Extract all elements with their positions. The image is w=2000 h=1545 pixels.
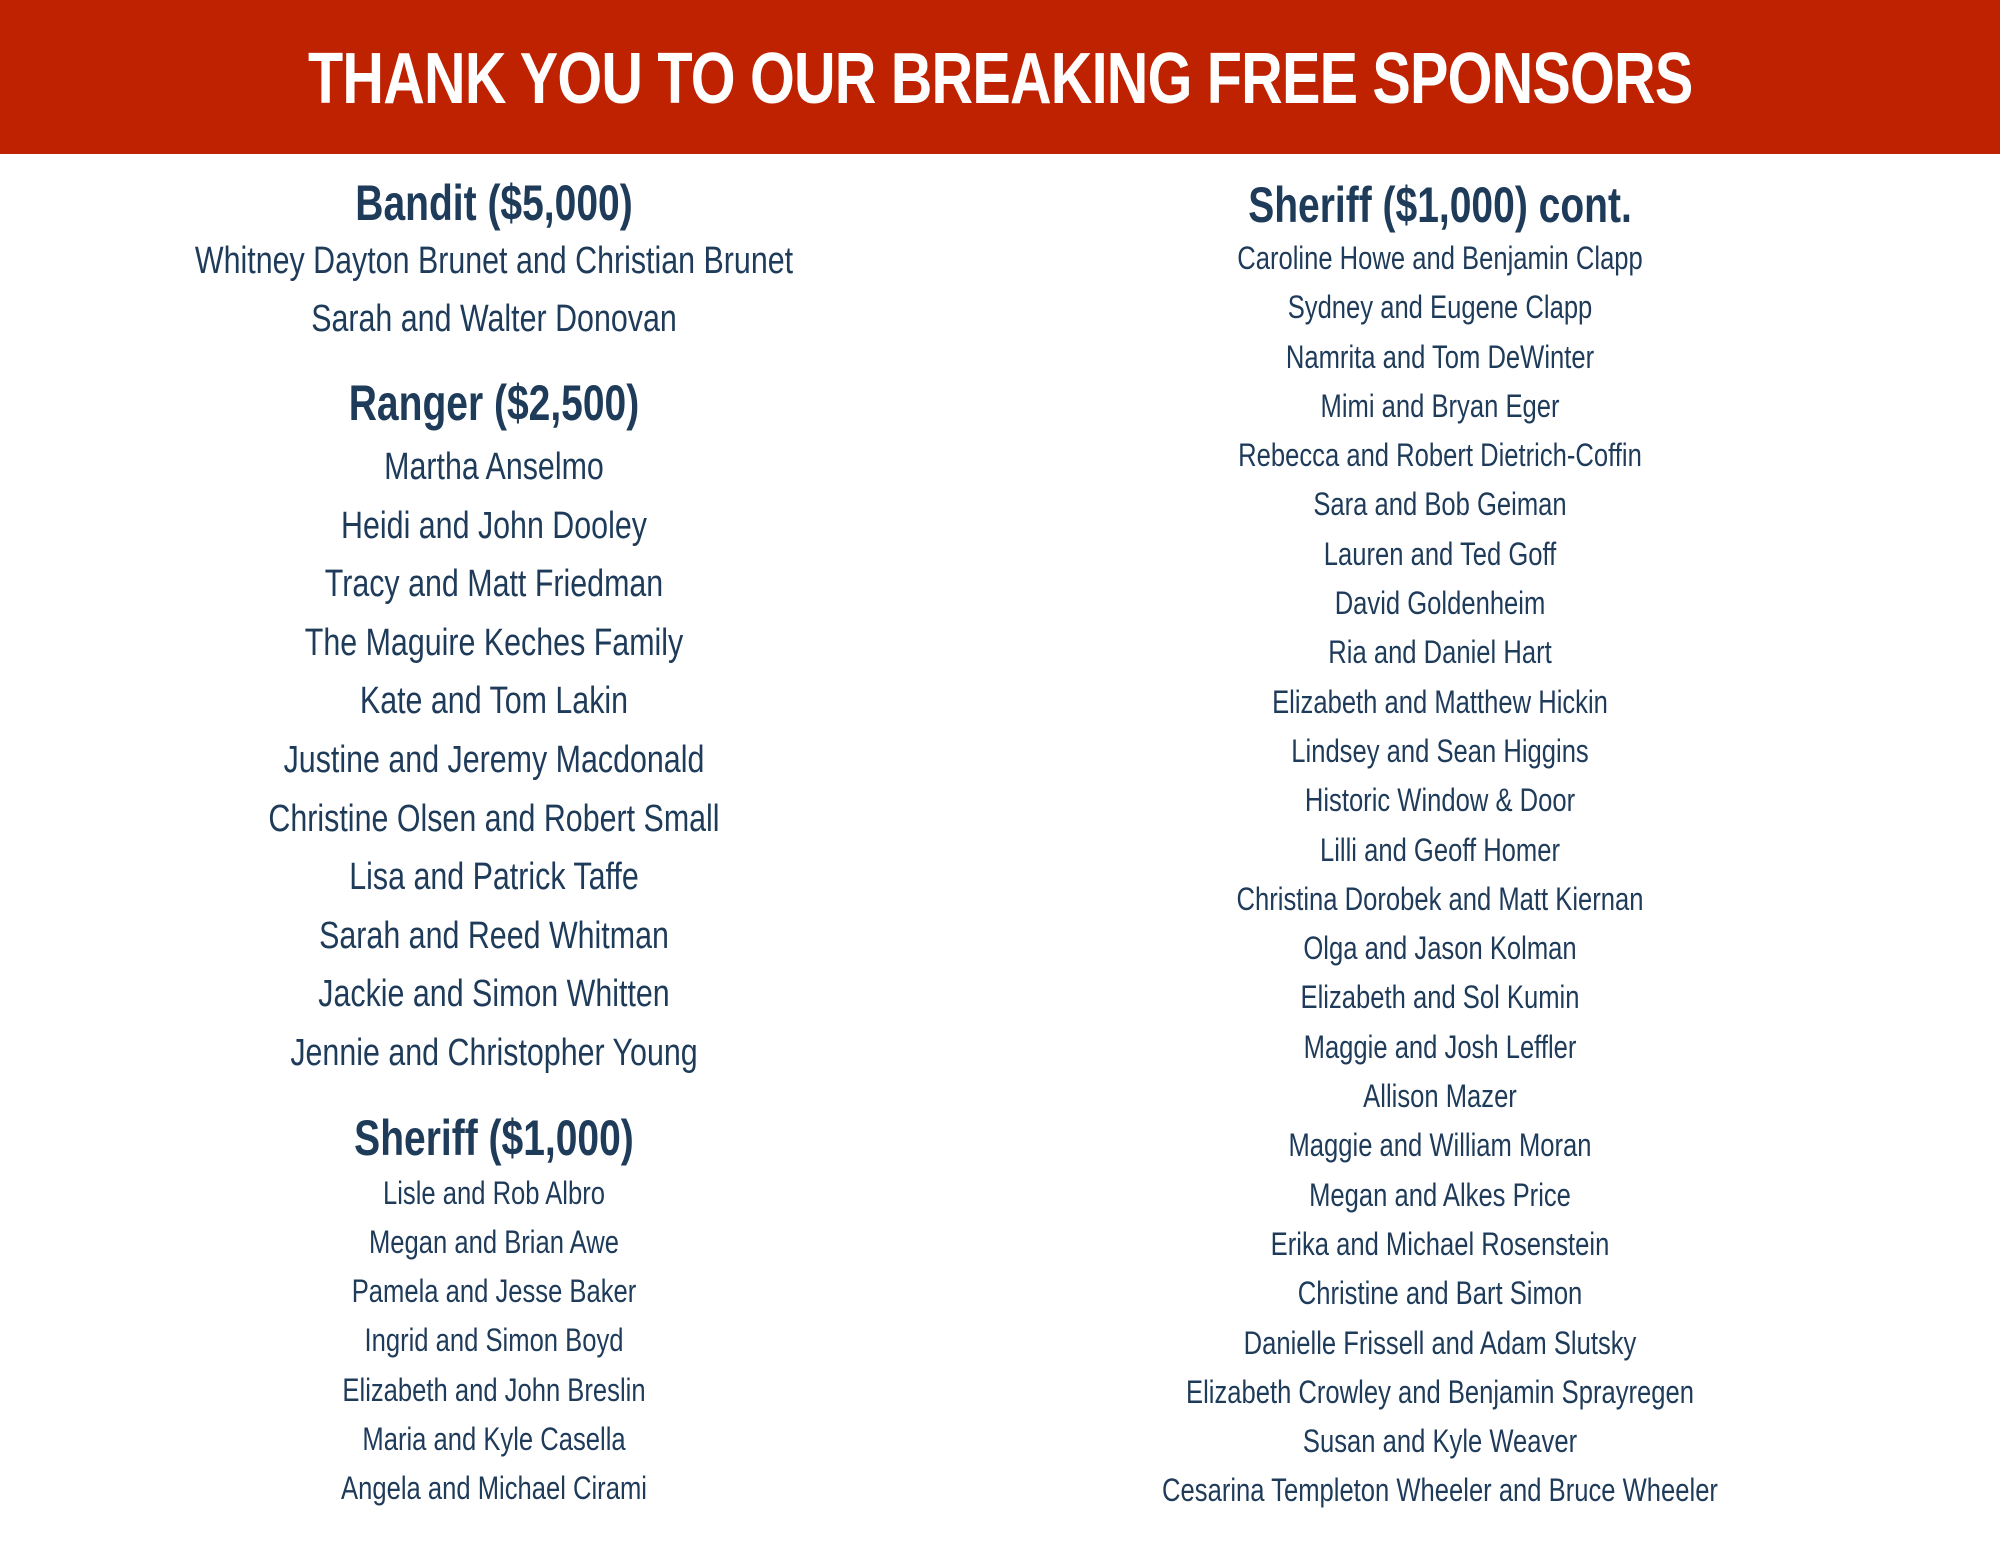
sponsor-name: Namrita and Tom DeWinter — [1285, 338, 1595, 375]
sponsor-name: Christine and Bart Simon — [1297, 1275, 1583, 1312]
tier-heading-bandit: Bandit ($5,000) — [355, 175, 633, 231]
sponsor-name: Sara and Bob Geiman — [1313, 486, 1567, 523]
sponsor-name: Erika and Michael Rosenstein — [1270, 1225, 1610, 1262]
bandit-sponsor-list — [0, 232, 988, 348]
sponsor-name: Lilli and Geoff Homer — [1320, 831, 1560, 868]
sponsor-name: Olga and Jason Kolman — [1303, 930, 1577, 967]
sponsor-name: Lisa and Patrick Taffe — [349, 856, 639, 899]
sponsor-name: Danielle Frissell and Adam Slutsky — [1243, 1324, 1637, 1361]
sponsor-name: Ria and Daniel Hart — [1328, 634, 1552, 671]
sponsor-name: Christine Olsen and Robert Small — [268, 797, 720, 840]
sponsor-name: Maggie and Josh Leffler — [1303, 1028, 1577, 1065]
right-column — [1040, 154, 1840, 1516]
sponsor-name: Angela and Michael Cirami — [341, 1470, 647, 1507]
sponsor-name: Whitney Dayton Brunet and Christian Brunet — [194, 240, 794, 282]
sponsor-name: Christina Dorobek and Matt Kiernan — [1236, 880, 1644, 917]
sponsor-name: Mimi and Bryan Eger — [1320, 387, 1560, 424]
sponsor-name: Martha Anselmo — [384, 446, 604, 488]
sponsor-name: Cesarina Templeton Wheeler and Bruce Wheeler — [1162, 1472, 1718, 1509]
sponsor-name: Sydney and Eugene Clapp — [1287, 289, 1593, 326]
sponsor-name: Elizabeth and John Breslin — [342, 1371, 646, 1408]
sponsor-name: Jackie and Simon Whitten — [318, 973, 670, 1016]
header-banner — [0, 0, 2000, 154]
sponsor-name: Pamela and Jesse Baker — [351, 1273, 637, 1310]
sponsor-name: Megan and Brian Awe — [368, 1223, 619, 1260]
sponsor-name: Lindsey and Sean Higgins — [1291, 732, 1589, 769]
sponsor-name: Lauren and Ted Goff — [1323, 535, 1557, 572]
sponsor-name: Tracy and Matt Friedman — [324, 563, 664, 606]
sponsor-name: Historic Window & Door — [1304, 782, 1576, 819]
sponsor-name: Elizabeth Crowley and Benjamin Sprayregen — [1185, 1373, 1694, 1410]
sponsor-name: Elizabeth and Matthew Hickin — [1272, 683, 1608, 720]
sponsor-name: Kate and Tom Lakin — [359, 680, 629, 723]
sponsor-name: The Maguire Keches Family — [304, 621, 684, 664]
sponsor-name: Susan and Kyle Weaver — [1302, 1423, 1578, 1460]
sponsor-name: David Goldenheim — [1334, 585, 1546, 622]
sponsor-name: Elizabeth and Sol Kumin — [1300, 979, 1580, 1016]
sponsor-name: Rebecca and Robert Dietrich-Coffin — [1238, 437, 1642, 474]
ranger-sponsor-list — [0, 438, 988, 1083]
sponsor-name: Allison Mazer — [1363, 1078, 1517, 1115]
sponsor-name: Megan and Alkes Price — [1309, 1176, 1571, 1213]
sheriff-cont-sponsor-list — [1040, 234, 1840, 1516]
sponsor-name: Ingrid and Simon Boyd — [364, 1322, 624, 1359]
sponsor-name: Sarah and Walter Donovan — [311, 298, 677, 340]
sheriff-sponsor-list — [0, 1169, 988, 1514]
sponsor-name: Caroline Howe and Benjamin Clapp — [1237, 240, 1643, 276]
sponsor-name: Heidi and John Dooley — [341, 504, 647, 547]
tier-heading-sheriff-cont: Sheriff ($1,000) cont. — [1248, 177, 1632, 233]
tier-heading-ranger: Ranger ($2,500) — [348, 375, 640, 431]
sponsor-name: Maria and Kyle Casella — [362, 1421, 626, 1458]
sponsor-name: Jennie and Christopher Young — [290, 1031, 698, 1074]
page-title: THANK YOU TO OUR BREAKING FREE SPONSORS — [307, 39, 1693, 119]
sponsor-name: Maggie and William Moran — [1288, 1127, 1592, 1164]
sponsor-name: Lisle and Rob Albro — [382, 1174, 605, 1211]
sponsor-name: Justine and Jeremy Macdonald — [283, 738, 705, 781]
tier-heading-sheriff: Sheriff ($1,000) — [354, 1109, 634, 1166]
left-column — [0, 154, 988, 1514]
sponsor-name: Sarah and Reed Whitman — [319, 914, 669, 957]
